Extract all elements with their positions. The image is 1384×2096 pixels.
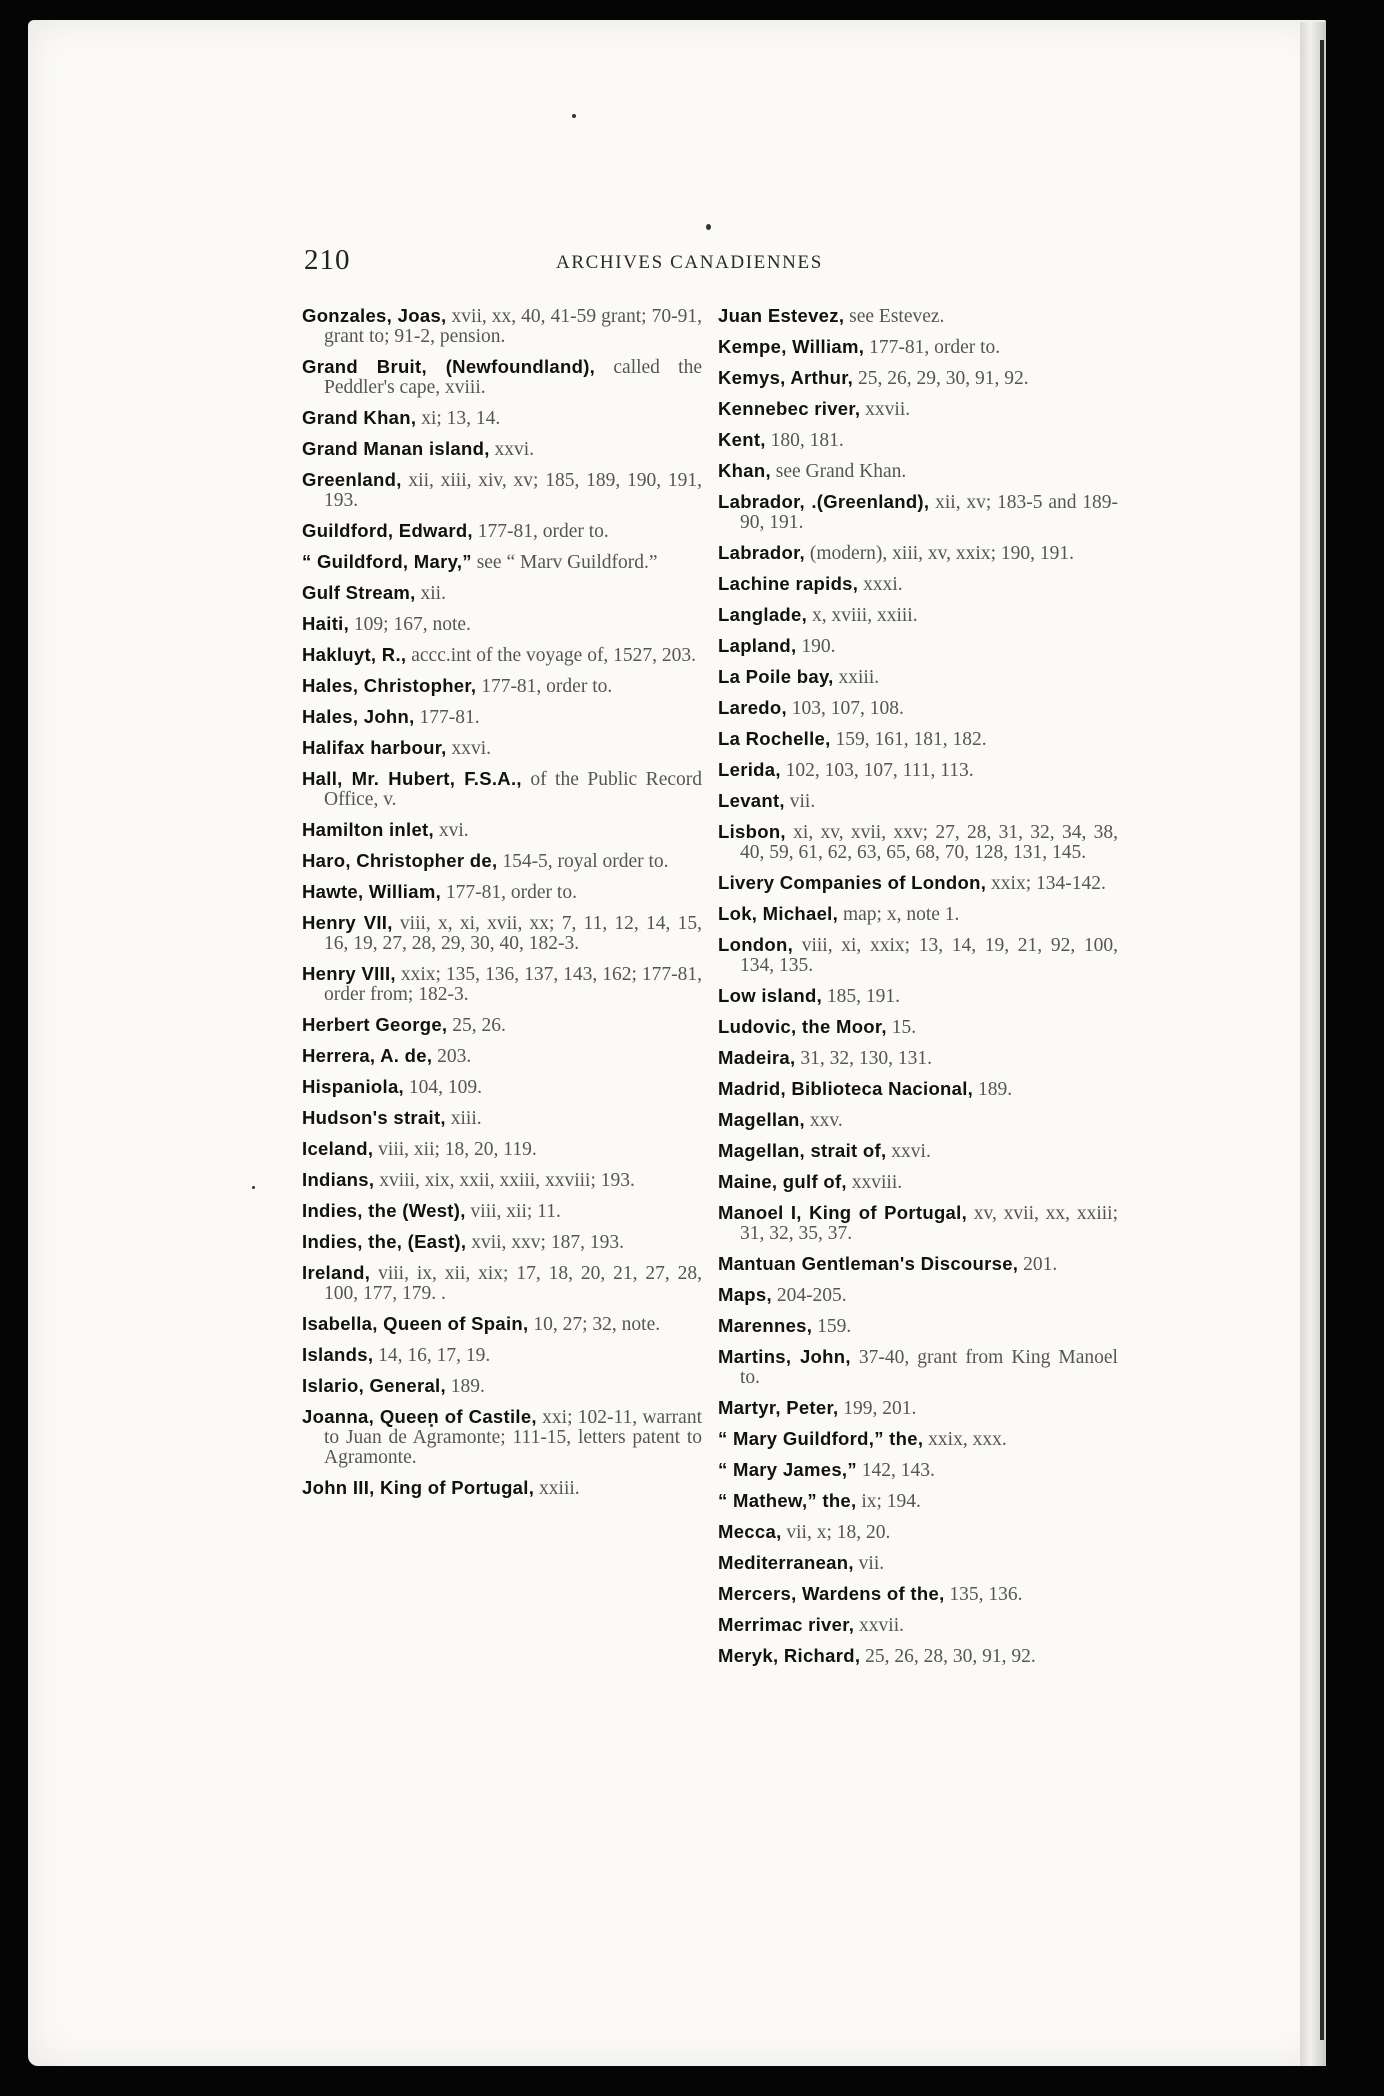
index-entry-references: 189. [445,1376,485,1397]
index-entry-heading: Grand Khan, [302,407,417,428]
index-entry [718,1141,1118,1162]
index-entry [718,543,1118,564]
index-entry-heading: Hudson's strait, [302,1107,446,1128]
index-entry [302,645,702,666]
index-entry-heading: Martins, John, [718,1346,851,1367]
index-entry-heading: Iceland, [302,1138,374,1159]
index-entry-references: 177-81, order to. [476,676,613,697]
index-entry-references: xvii, xx, 40, 41-59 grant; 70-91, grant to; 91-2, pension. [324,306,702,347]
index-entry [302,1015,702,1036]
index-entry-references: 180, 181. [765,430,844,451]
index-entry-references: 25, 26, 29, 30, 91, 92. [853,368,1029,389]
index-entry-heading: Kemys, Arthur, [718,367,854,388]
index-entry-references: x, xviii, xxiii. [807,605,918,626]
index-entry-heading: Indians, [302,1169,375,1190]
index-entry-heading: Mantuan Gentleman's Discourse, [718,1253,1019,1274]
index-entry [718,1347,1118,1388]
index-column-left [302,306,702,1509]
index-entry-heading: Kempe, William, [718,336,865,357]
index-entry [302,707,702,728]
index-entry-heading: Lachine rapids, [718,573,859,594]
index-entry-heading: Hamilton inlet, [302,819,434,840]
index-entry-references: xxvii. [860,399,911,420]
index-entry-heading: La Poile bay, [718,666,834,687]
index-entry-references: 199, 201. [838,1398,917,1419]
page-number: 210 [304,244,351,276]
index-entry-heading: Herrera, A. de, [302,1045,433,1066]
index-entry [718,1048,1118,1069]
index-entry [302,1407,702,1468]
index-entry-references: 159, 161, 181, 182. [830,729,987,750]
index-entry [302,913,702,954]
index-entry [302,1139,702,1160]
index-entry-references: 201. [1018,1254,1058,1275]
index-entry-references: 154-5, royal order to. [497,851,669,872]
index-entry-references: xxvii. [854,1615,904,1636]
index-entry-references: 25, 26. [447,1015,506,1036]
index-entry-references: 109; 167, note. [349,614,471,635]
index-entry [302,820,702,841]
index-entry [718,605,1118,626]
index-entry-references: xxix, xxx. [923,1429,1007,1450]
index-entry-references: xxiii. [833,667,880,688]
index-entry-references: 185, 191. [822,986,901,1007]
index-entry-references: see Grand Khan. [770,461,907,482]
index-entry-references: 104, 109. [404,1077,482,1098]
index-entry [718,1316,1118,1337]
index-entry-references: xv, xvii, xx, xxiii; 31, 32, 35, 37. [740,1203,1118,1244]
index-entry-heading: Haro, Christopher de, [302,850,498,871]
index-entry-references: viii, xi, xxix; 13, 14, 19, 21, 92, 100, 134, 135. [740,935,1118,976]
index-entry-heading: Henry VIII, [302,963,396,984]
index-entry [302,1478,702,1499]
index-entry-references: xxix; 134-142. [986,873,1106,894]
index-entry [302,964,702,1005]
index-entry-heading: Gonzales, Joas, [302,305,447,326]
index-entry [302,470,702,511]
index-entry-references: 37-40, grant from King Manoel to. [740,1347,1118,1388]
index-entry-references: xxi; 102-11, warrant to Juan de Agramonte; 111-15, letters patent to Agramonte. [324,1407,702,1468]
index-entry [718,1646,1118,1667]
index-entry [718,399,1118,420]
index-entry [302,1263,702,1304]
index-entry-heading: Hall, Mr. Hubert, F.S.A., [302,768,522,789]
index-entry-references: xii. [415,583,446,604]
index-entry [302,1201,702,1222]
index-entry-heading: Gulf Stream, [302,582,416,603]
index-entry-references: xxv. [805,1110,843,1131]
index-entry-references: xxvi. [886,1141,931,1162]
index-column-right [718,306,1118,1677]
index-entry-references: 177-81, order to. [472,521,609,542]
index-entry [718,430,1118,451]
index-entry-references: xi, xv, xvii, xxv; 27, 28, 31, 32, 34, 38, 40, 59, 61, 62, 63, 65, 68, 70, 128, 131, 145. [740,822,1118,863]
index-entry-references: 14, 16, 17, 19. [373,1345,491,1366]
index-entry-references: viii, xii; 11. [465,1201,561,1222]
index-entry-heading: “ Mary Guildford,” the, [718,1428,924,1449]
index-entry [302,738,702,759]
index-entry-heading: Laredo, [718,697,787,718]
index-entry [302,408,702,429]
index-entry-heading: La Rochelle, [718,728,831,749]
index-entry-references: xxviii. [846,1172,903,1193]
index-entry [718,1522,1118,1543]
index-entry [302,1232,702,1253]
index-entry [718,1254,1118,1275]
index-entry [718,729,1118,750]
index-entry [302,851,702,872]
index-entry-heading: Mecca, [718,1521,782,1542]
index-entry-references: 177-81, order to. [864,337,1001,358]
index-entry-references: 15. [886,1017,917,1038]
index-entry-references: vii. [853,1553,885,1574]
index-entry-references: viii, xii; 18, 20, 119. [373,1139,537,1160]
index-entry [718,1429,1118,1450]
index-entry-references: 189. [973,1079,1013,1100]
index-entry-references: 159. [812,1316,852,1337]
index-entry [302,1108,702,1129]
index-entry [718,1079,1118,1100]
index-entry-references: vii, x; 18, 20. [781,1522,891,1543]
index-entry-heading: Maine, gulf of, [718,1171,847,1192]
index-entry [302,521,702,542]
index-entry [718,698,1118,719]
index-entry [718,873,1118,894]
index-entry [718,306,1118,327]
index-entry-heading: Grand Bruit, (Newfoundland), [302,356,596,377]
index-entry [718,1203,1118,1244]
index-entry-references: 142, 143. [856,1460,935,1481]
index-entry-heading: Kennebec river, [718,398,861,419]
index-entry-references: xi; 13, 14. [416,408,501,429]
index-entry-heading: Levant, [718,790,785,811]
speck [252,1186,255,1189]
index-entry-references: xxix; 135, 136, 137, 143, 162; 177-81, order from; 182-3. [324,964,703,1005]
index-entry [718,1584,1118,1605]
index-entry-heading: Martyr, Peter, [718,1397,839,1418]
index-entry-heading: Haiti, [302,613,350,634]
index-entry-heading: Meryk, Richard, [718,1645,861,1666]
index-entry-references: accc.int of the voyage of, 1527, 203. [406,645,697,666]
index-entry-heading: “ Mathew,” the, [718,1490,857,1511]
index-entry-heading: Mediterranean, [718,1552,854,1573]
index-entry [302,676,702,697]
index-entry-references: xvii, xxv; 187, 193. [466,1232,624,1253]
index-entry-references: 135, 136. [944,1584,1023,1605]
index-entry-references: xxiii. [534,1478,580,1499]
index-entry [302,1046,702,1067]
index-entry-heading: Marennes, [718,1315,813,1336]
index-entry-references: xii, xiii, xiv, xv; 185, 189, 190, 191, 193. [324,470,702,511]
index-entry [302,1077,702,1098]
index-entry-heading: Hakluyt, R., [302,644,407,665]
index-entry [718,760,1118,781]
index-entry-heading: Juan Estevez, [718,305,845,326]
index-entry-heading: “ Mary James,” [718,1459,857,1480]
index-entry-references: 204-205. [771,1285,847,1306]
index-entry-references: 103, 107, 108. [786,698,904,719]
speck [572,114,576,118]
index-entry [302,357,702,398]
index-entry [718,636,1118,657]
index-entry [718,935,1118,976]
index-entry [718,791,1118,812]
index-entry-heading: Grand Manan island, [302,438,490,459]
index-entry-references: 102, 103, 107, 111, 113. [780,760,974,781]
index-entry-references: 177-81. [414,707,480,728]
index-entry [718,1491,1118,1512]
index-entry-heading: Madrid, Biblioteca Nacional, [718,1078,974,1099]
index-entry-heading: Lisbon, [718,821,786,842]
index-entry [718,461,1118,482]
index-entry-references: ix; 194. [856,1491,921,1512]
page-header [304,244,864,280]
index-entry [718,337,1118,358]
index-entry [302,1314,702,1335]
index-entry-heading: Ludovic, the Moor, [718,1016,887,1037]
index-entry-references: 10, 27; 32, note. [528,1314,661,1335]
index-entry-heading: “ Guildford, Mary,” [302,551,472,572]
index-entry-references: xxvi. [489,439,535,460]
index-entry-references: xii, xv; 183-5 and 189-90, 191. [740,492,1118,533]
index-entry [302,1376,702,1397]
index-entry-heading: Manoel I, King of Portugal, [718,1202,968,1223]
index-entry [718,986,1118,1007]
index-entry-references: xviii, xix, xxii, xxiii, xxviii; 193. [374,1170,635,1191]
index-entry [718,1110,1118,1131]
index-entry [302,882,702,903]
index-entry [302,769,702,810]
index-entry-heading: Magellan, [718,1109,805,1130]
index-entry-references: viii, x, xi, xvii, xx; 7, 11, 12, 14, 15, 16, 19, 27, 28, 29, 30, 40, 182-3. [324,913,702,954]
index-entry-heading: Ireland, [302,1262,371,1283]
index-entry-heading: London, [718,934,794,955]
index-entry-heading: John III, King of Portugal, [302,1477,535,1498]
index-entry-heading: Lerida, [718,759,781,780]
index-entry-references: 177-81, order to. [441,882,577,903]
index-entry [718,1172,1118,1193]
index-entry-heading: Guildford, Edward, [302,520,473,541]
index-entry-heading: Indies, the, (East), [302,1231,467,1252]
index-entry-heading: Labrador, [718,542,805,563]
index-entry-heading: Herbert George, [302,1014,448,1035]
index-entry [718,1017,1118,1038]
index-entry-heading: Indies, the (West), [302,1200,466,1221]
index-entry [302,614,702,635]
index-entry-heading: Islands, [302,1344,374,1365]
index-entry-references: viii, ix, xii, xix; 17, 18, 20, 21, 27, 28, 100, 177, 179. . [324,1263,702,1304]
index-entry [718,667,1118,688]
index-entry-heading: Labrador, .(Greenland), [718,491,930,512]
index-entry [302,1345,702,1366]
index-entry-heading: Lapland, [718,635,797,656]
index-entry-heading: Langlade, [718,604,808,625]
index-entry-references: map; x, note 1. [838,904,960,925]
index-entry [718,1553,1118,1574]
index-entry-heading: Mercers, Wardens of the, [718,1583,945,1604]
index-entry-heading: Halifax harbour, [302,737,447,758]
index-entry [718,1285,1118,1306]
index-entry-heading: Maps, [718,1284,772,1305]
index-entry-references: 25, 26, 28, 30, 91, 92. [860,1646,1036,1667]
index-entry-heading: Hales, John, [302,706,415,727]
index-entry-references: 203. [432,1046,472,1067]
index-entry-references: 31, 32, 130, 131. [795,1048,932,1069]
index-entry-heading: Greenland, [302,469,402,490]
index-entry-heading: Kent, [718,429,766,450]
index-entry [302,583,702,604]
index-entry [302,439,702,460]
index-entry-heading: Hawte, William, [302,881,442,902]
speck [706,224,711,230]
index-entry-references: 190. [796,636,836,657]
index-entry-heading: Hales, Christopher, [302,675,477,696]
index-entry-heading: Khan, [718,460,771,481]
index-entry [718,492,1118,533]
index-entry-heading: Merrimac river, [718,1614,855,1635]
index-entry-heading: Isabella, Queen of Spain, [302,1313,529,1334]
index-entry [718,822,1118,863]
index-entry-heading: Islario, General, [302,1375,446,1396]
index-entry [718,368,1118,389]
index-entry [718,1460,1118,1481]
index-entry-heading: Joanna, Queen of Castile, [302,1406,537,1427]
index-entry-references: vii. [784,791,816,812]
index-entry-references: of the Public Record Office, v. [324,769,702,810]
index-entry [718,574,1118,595]
index-entry-heading: Livery Companies of London, [718,872,987,893]
index-entry [302,1170,702,1191]
index-entry-heading: Hispaniola, [302,1076,404,1097]
index-entry-references: xxxi. [858,574,903,595]
index-entry-references: see “ Marv Guildford.” [471,552,658,573]
index-entry-references: (modern), xiii, xv, xxix; 190, 191. [805,543,1075,564]
index-entry [718,1615,1118,1636]
index-entry [302,552,702,573]
page-edge-shadow [1320,40,1324,2040]
index-entry-heading: Madeira, [718,1047,796,1068]
index-entry-references: xvi. [433,820,469,841]
index-entry-references: see Estevez. [844,306,945,327]
index-entry-references: xiii. [445,1108,482,1129]
index-entry-heading: Henry VII, [302,912,393,933]
index-entry [718,1398,1118,1419]
index-entry-references: called the Peddler's cape, xviii. [324,357,703,398]
index-entry [718,904,1118,925]
index-entry-heading: Lok, Michael, [718,903,839,924]
running-title: ARCHIVES CANADIENNES [556,252,823,273]
index-entry-references: xxvi. [446,738,492,759]
index-entry-heading: Low island, [718,985,823,1006]
index-entry-heading: Magellan, strait of, [718,1140,887,1161]
index-entry [302,306,702,347]
